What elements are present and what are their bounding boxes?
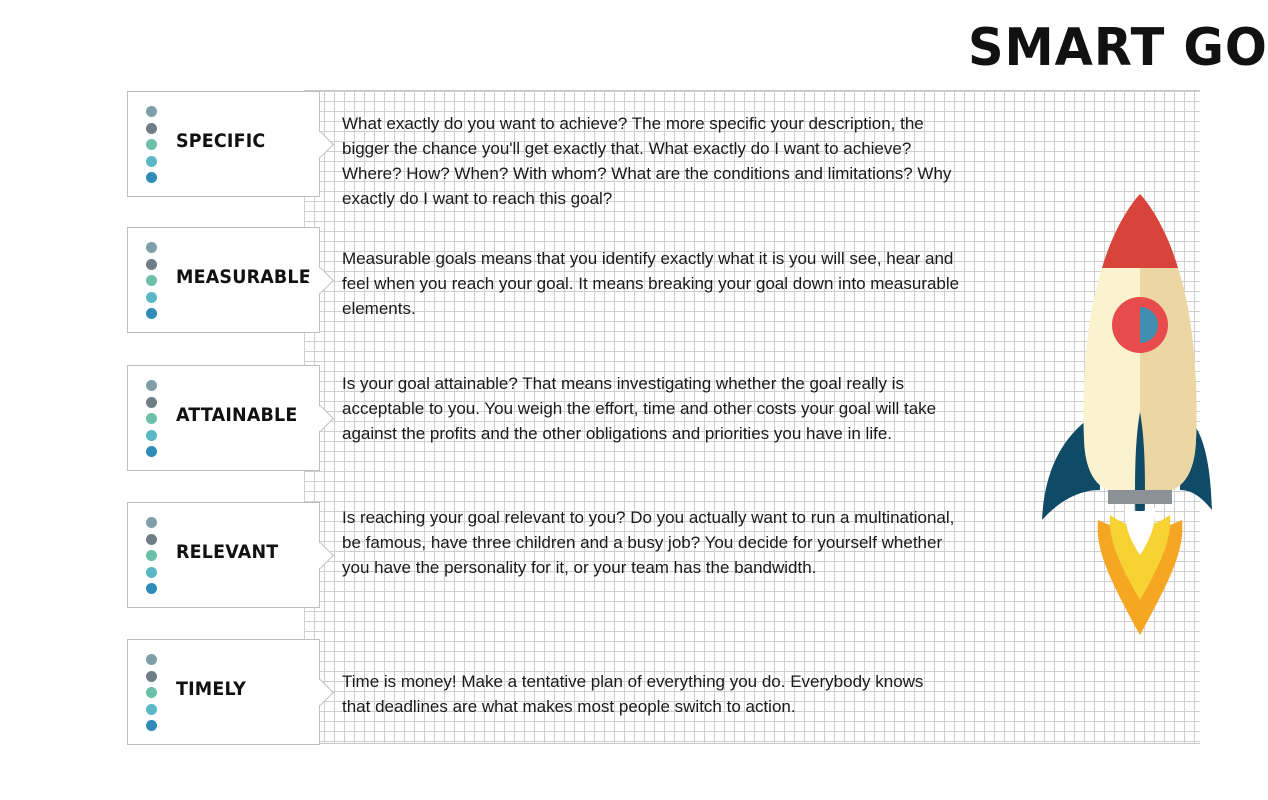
dot (146, 106, 157, 117)
dot (146, 567, 157, 578)
description-specific: What exactly do you want to achieve? The more specific your description, the bigger the chance you'll get exactly that. What exactly do I want to achieve? Where? How? When? With whom? What are the conditions and limitations? Why exactly do I want to reach this goal? (342, 114, 952, 208)
dot (146, 172, 157, 183)
dots-decoration (146, 106, 158, 189)
dot (146, 308, 157, 319)
card-label: ATTAINABLE (176, 404, 298, 426)
dot (146, 123, 157, 134)
card-label: MEASURABLE (176, 266, 311, 288)
dots-decoration (146, 517, 158, 600)
card-attainable (127, 365, 320, 471)
card-relevant (127, 502, 320, 608)
card-label: SPECIFIC (176, 130, 266, 152)
rocket-icon (1040, 190, 1200, 640)
dot (146, 242, 157, 253)
dot (146, 259, 157, 270)
card-measurable (127, 227, 320, 333)
dot (146, 654, 157, 665)
dot (146, 583, 157, 594)
dots-decoration (146, 380, 158, 463)
dot (146, 292, 157, 303)
slide-title: SMART GO (968, 18, 1268, 78)
rocket-nose (1102, 194, 1178, 268)
card-label: TIMELY (176, 678, 246, 700)
dots-decoration (146, 242, 158, 325)
card-specific (127, 91, 320, 197)
dot (146, 275, 157, 286)
dot (146, 687, 157, 698)
dot (146, 720, 157, 731)
description-timely: Time is money! Make a tentative plan of everything you do. Everybody knows that deadlines are what makes most people switch to action. (342, 672, 924, 716)
dot (146, 397, 157, 408)
rocket-engine (1108, 490, 1172, 504)
dot (146, 534, 157, 545)
dots-decoration (146, 654, 158, 737)
dot (146, 671, 157, 682)
description-attainable: Is your goal attainable? That means investigating whether the goal really is acceptable to you. You weigh the effort, time and other costs your goal will take against the profits and the other obligations and priorities you have in life. (342, 374, 937, 443)
dot (146, 380, 157, 391)
dot (146, 430, 157, 441)
dot (146, 413, 157, 424)
dot (146, 139, 157, 150)
card-timely (127, 639, 320, 745)
dot (146, 550, 157, 561)
card-label: RELEVANT (176, 541, 279, 563)
description-measurable: Measurable goals means that you identify exactly what it is you will see, hear and feel when you reach your goal. It means breaking your goal down into measurable elements. (342, 249, 960, 318)
dot (146, 704, 157, 715)
description-relevant: Is reaching your goal relevant to you? Do you actually want to run a multinational, be famous, have three children and a busy job? You decide for yourself whether you have the personality for it, or your team has the bandwidth. (342, 508, 955, 577)
dot (146, 517, 157, 528)
dot (146, 446, 157, 457)
dot (146, 156, 157, 167)
